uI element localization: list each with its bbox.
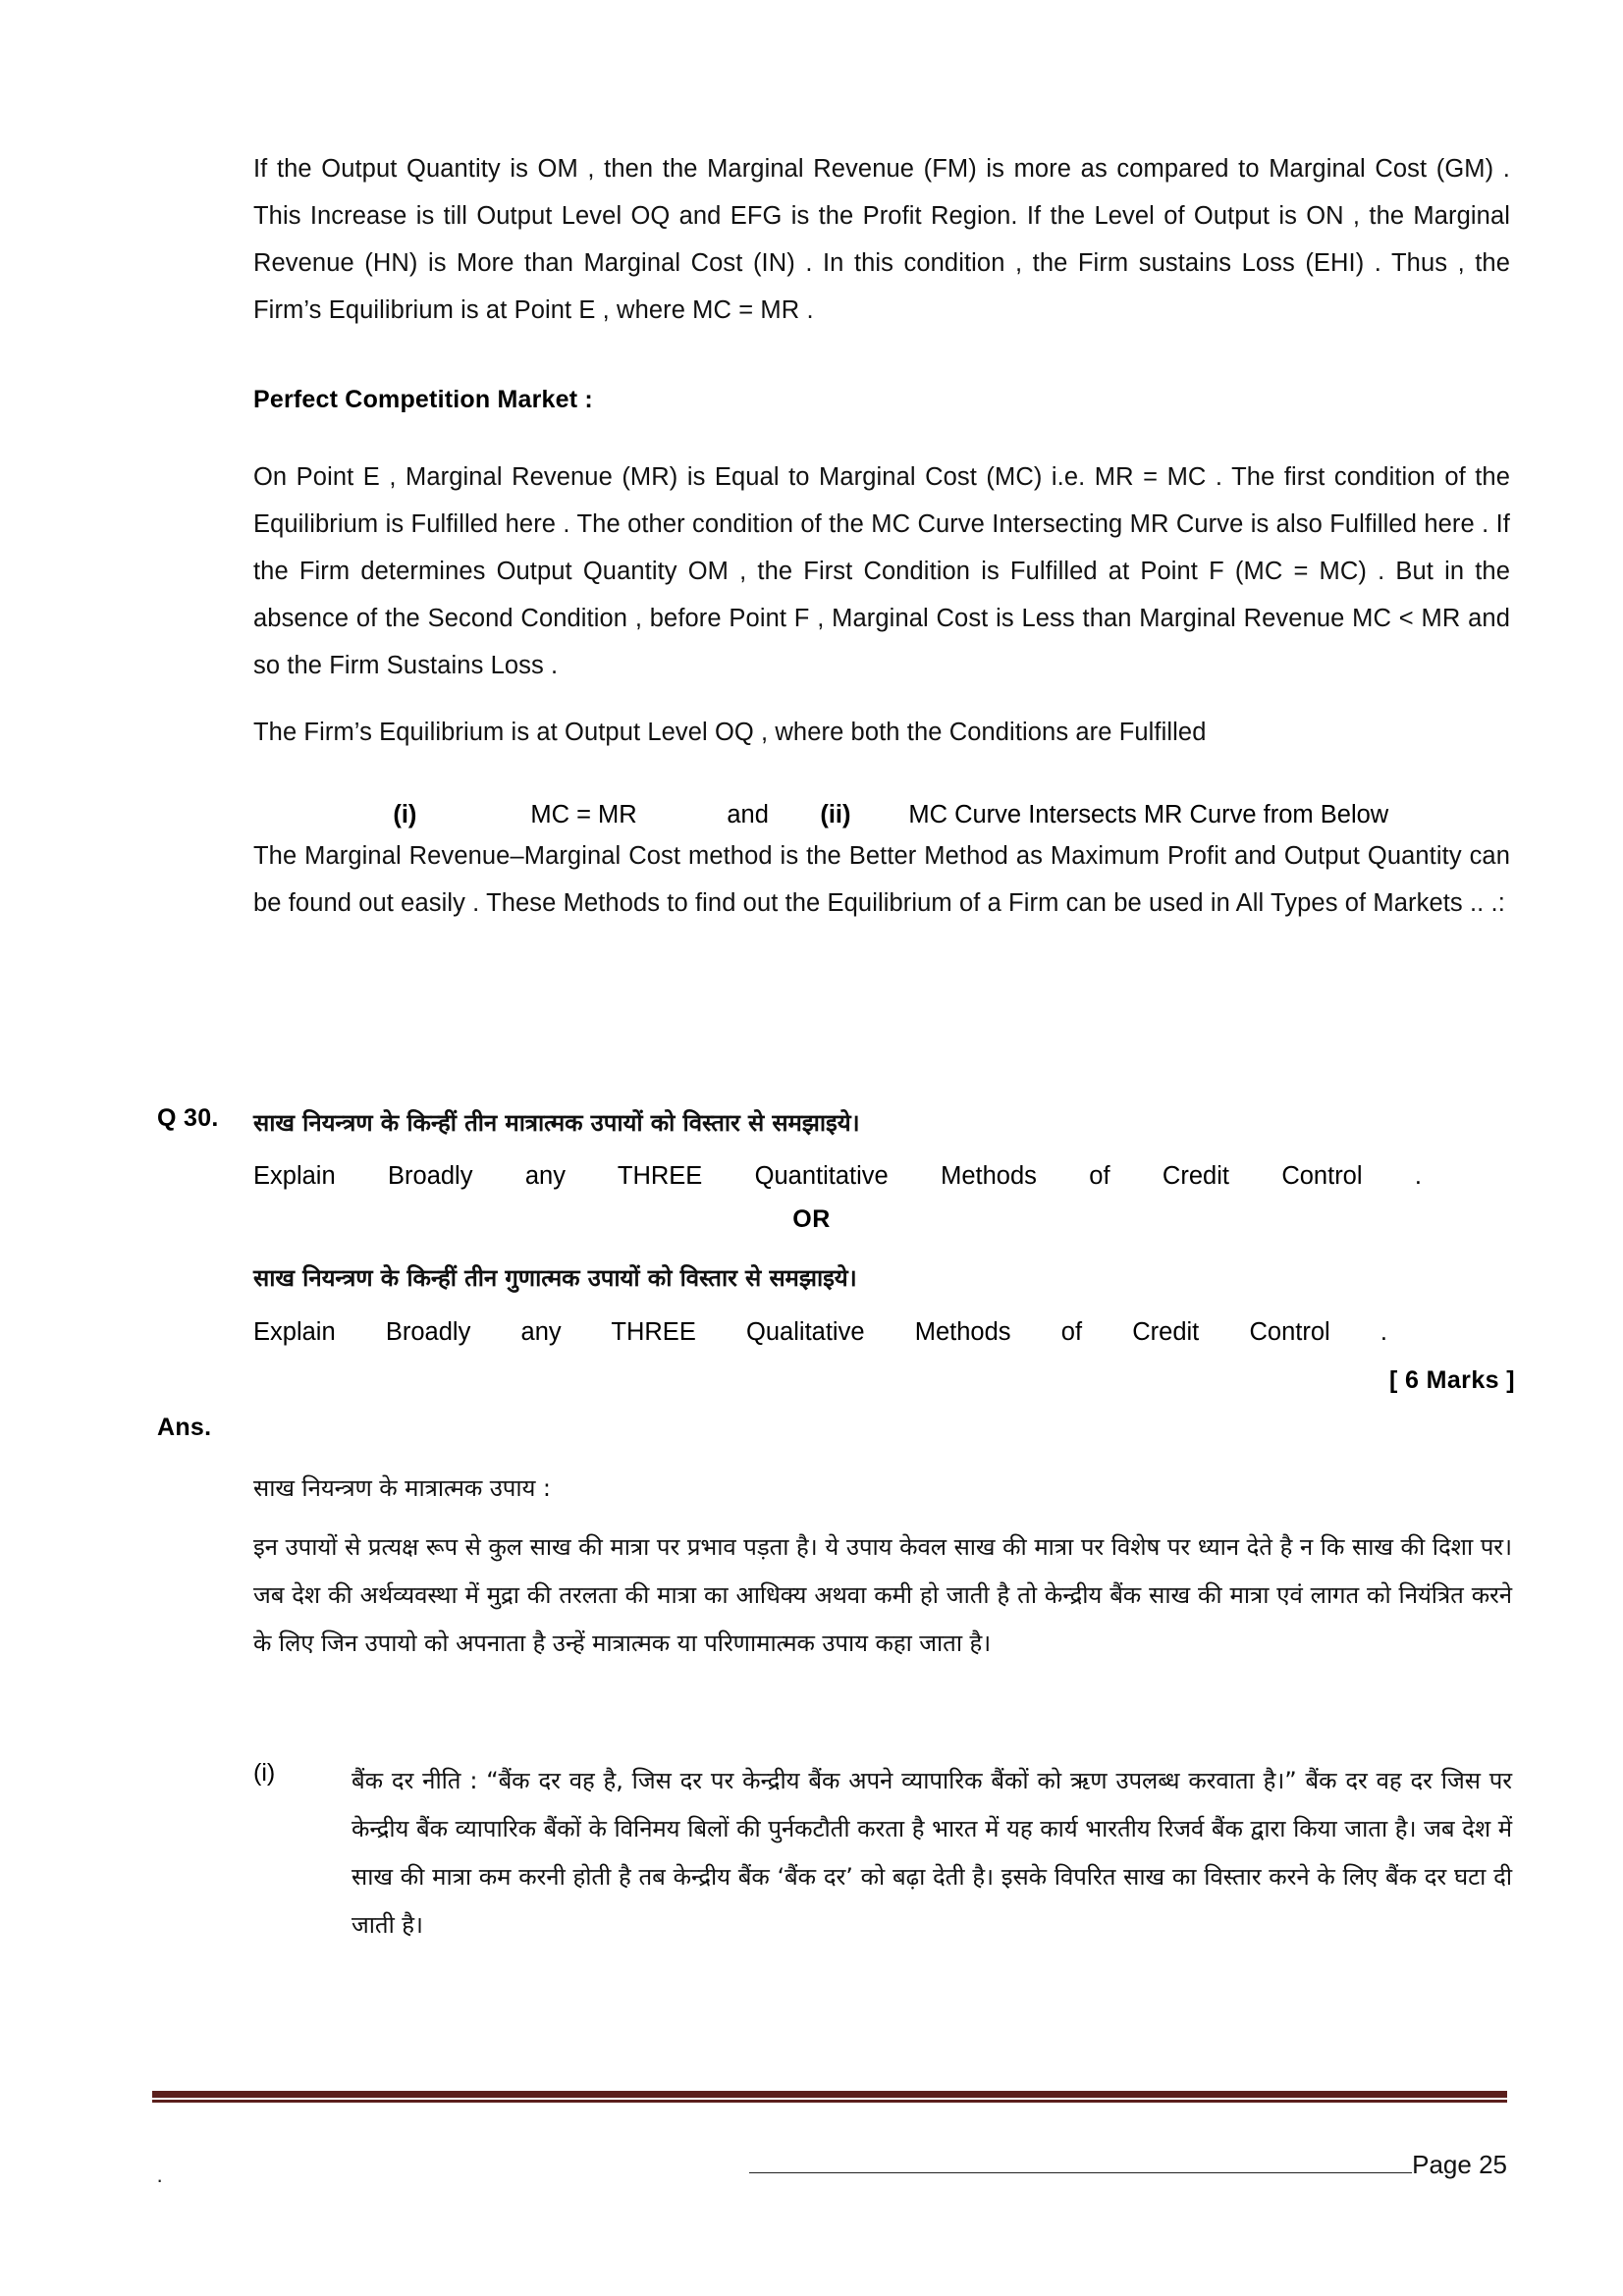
question-hindi-qualitative: साख नियन्त्रण के किन्हीं तीन गुणात्मक उपायों को विस्तार से समझाइये। (253, 1264, 857, 1292)
answer-point-1-number: (i) (253, 1759, 276, 1787)
footer-bar-thin (152, 2100, 1507, 2103)
equilibrium-line: The Firm’s Equilibrium is at Output Level OQ , where both the Conditions are Fulfilled (253, 719, 1207, 746)
closing-paragraph: The Marginal Revenue–Marginal Cost method is the Better Method as Maximum Profit and Output Quantity can be found out easily . These Methods to find out the Equilibrium of a Firm can be used in All Types of Markets .. .: (253, 842, 1510, 917)
question-english-qualitative: Explain Broadly any THREE Qualitative Methods of Credit Control . (253, 1318, 1387, 1346)
footer-page-label: Page 25 (1412, 2150, 1507, 2179)
conditions-conjunction: and (727, 801, 769, 828)
footer-bar-thick (152, 2091, 1507, 2098)
condition-1-text: MC = MR (530, 801, 637, 828)
answer-point-1-text: बैंक दर नीति : “बैंक दर वह है, जिस दर पर केन्द्रीय बैंक अपने व्यापारिक बैंकों को ऋण उपलब्ध करवाता है।” बैंक दर वह दर जिस पर केन्द्रीय बैंक व्यापारिक बैंकों के विनिमय बिलों की पुर्नकटौती करता है भारत में यह कार्य भारतीय रिजर्व बैंक द्वारा किया जाता है। जब देश में साख की मात्रा कम करनी होती है तब केन्द्रीय बैंक ‘बैंक दर’ को बढ़ा देती है। इसके विपरित साख का विस्तार करने के लिए बैंक दर घटा दी जाती है। (352, 1767, 1512, 1939)
footer-divider (152, 2091, 1507, 2103)
condition-1-number: (i) (393, 801, 417, 828)
perfect-competition-heading: Perfect Competition Market : (253, 386, 593, 413)
footer-leader-line (749, 2155, 1412, 2173)
question-label: Q 30. (157, 1104, 219, 1132)
footer-dot-marker: · (156, 2167, 164, 2192)
footer-page-number (749, 2150, 1507, 2180)
intro-paragraph: If the Output Quantity is OM , then the Marginal Revenue (FM) is more as compared to Marginal Cost (GM) . This Increase is till Output Level OQ and EFG is the Profit Region. If the Level of Output is ON , the Marginal Revenue (HN) is More than Marginal Cost (IN) . In this condition , the Firm sustains Loss (EHI) . Thus , the Firm’s Equilibrium is at Point E , where MC = MR . (253, 155, 1510, 324)
answer-label: Ans. (157, 1414, 212, 1441)
question-hindi-quantitative: साख नियन्त्रण के किन्हीं तीन मात्रात्मक उपायों को विस्तार से समझाइये। (253, 1109, 860, 1137)
answer-heading: साख नियन्त्रण के मात्रात्मक उपाय : (253, 1474, 551, 1502)
answer-paragraph: इन उपायों से प्रत्यक्ष रूप से कुल साख की मात्रा पर प्रभाव पड़ता है। ये उपाय केवल साख की मात्रा पर विशेष पर ध्यान देते है न कि साख की दिशा पर। जब देश की अर्थव्यवस्था में मुद्रा की तरलता की मात्रा का आधिक्य अथवा कमी हो जाती है तो केन्द्रीय बैंक साख की मात्रा एवं लागत को नियंत्रित करने के लिए जिन उपायो को अपनाता है उन्हें मात्रात्मक या परिणामात्मक उपाय कहा जाता है। (253, 1533, 1512, 1657)
condition-2-text: MC Curve Intersects MR Curve from Below (908, 801, 1389, 828)
question-english-quantitative: Explain Broadly any THREE Quantitative Methods of Credit Control . (253, 1162, 1422, 1190)
condition-2-number: (ii) (820, 801, 851, 828)
perfect-competition-paragraph: On Point E , Marginal Revenue (MR) is Equal to Marginal Cost (MC) i.e. MR = MC . The first condition of the Equilibrium is Fulfilled here . The other condition of the MC Curve Intersecting MR Curve is also Fulfilled here . If the Firm determines Output Quantity OM , the First Condition is Fulfilled at Point F (MC = MC) . But in the absence of the Second Condition , before Point F , Marginal Cost is Less than Marginal Revenue MC < MR and so the Firm Sustains Loss . (253, 463, 1510, 679)
question-or-separator: OR (792, 1205, 831, 1233)
marks-badge: [ 6 Marks ] (1388, 1366, 1515, 1394)
